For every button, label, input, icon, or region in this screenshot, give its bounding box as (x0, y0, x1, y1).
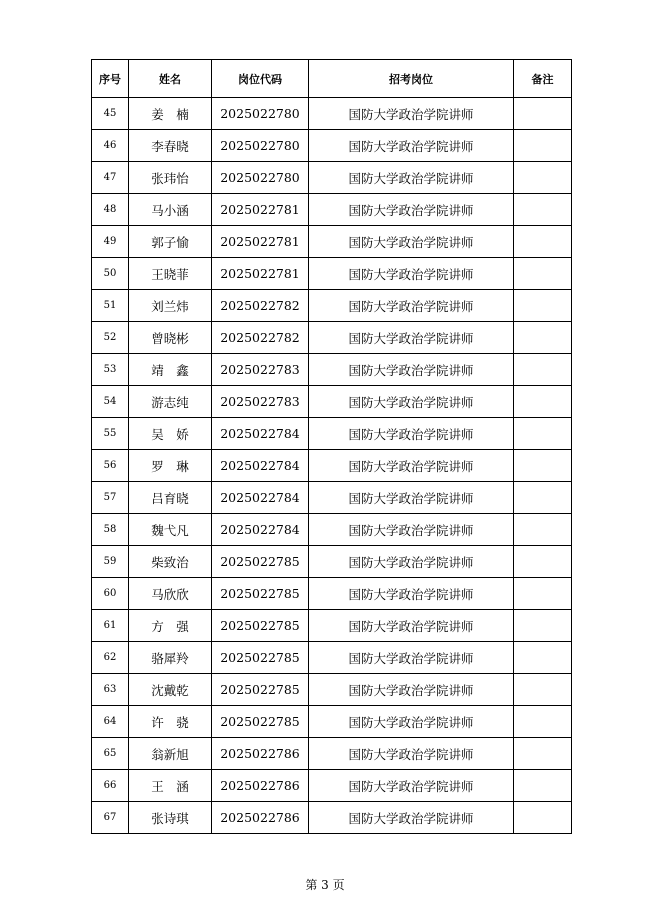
cell-post: 国防大学政治学院讲师 (309, 738, 514, 770)
cell-name: 方 强 (129, 610, 212, 642)
page-number: 第 3 页 (305, 878, 345, 892)
table-row (92, 386, 572, 418)
cell-seq: 64 (92, 706, 129, 738)
table-row (92, 258, 572, 290)
cell-post: 国防大学政治学院讲师 (309, 354, 514, 386)
cell-seq: 59 (92, 546, 129, 578)
table-header-row (92, 60, 572, 98)
cell-post: 国防大学政治学院讲师 (309, 578, 514, 610)
cell-post: 国防大学政治学院讲师 (309, 322, 514, 354)
cell-name: 许 骁 (129, 706, 212, 738)
cell-note (514, 802, 572, 834)
cell-note (514, 482, 572, 514)
cell-post: 国防大学政治学院讲师 (309, 98, 514, 130)
cell-seq: 60 (92, 578, 129, 610)
cell-note (514, 674, 572, 706)
cell-name: 魏弋凡 (129, 514, 212, 546)
cell-note (514, 546, 572, 578)
cell-note (514, 770, 572, 802)
cell-note (514, 354, 572, 386)
table-row (92, 642, 572, 674)
cell-post: 国防大学政治学院讲师 (309, 546, 514, 578)
cell-code: 2025022785 (212, 674, 309, 706)
cell-post: 国防大学政治学院讲师 (309, 610, 514, 642)
cell-code: 2025022780 (212, 130, 309, 162)
cell-post: 国防大学政治学院讲师 (309, 194, 514, 226)
cell-name: 翁新旭 (129, 738, 212, 770)
cell-seq: 47 (92, 162, 129, 194)
cell-code: 2025022782 (212, 290, 309, 322)
cell-note (514, 194, 572, 226)
cell-post: 国防大学政治学院讲师 (309, 130, 514, 162)
header-note: 备注 (514, 60, 572, 98)
cell-note (514, 610, 572, 642)
roster-table (91, 59, 572, 834)
cell-post: 国防大学政治学院讲师 (309, 418, 514, 450)
table-row (92, 130, 572, 162)
cell-note (514, 98, 572, 130)
cell-code: 2025022785 (212, 642, 309, 674)
table-row (92, 578, 572, 610)
cell-seq: 66 (92, 770, 129, 802)
cell-post: 国防大学政治学院讲师 (309, 642, 514, 674)
cell-name: 骆犀羚 (129, 642, 212, 674)
cell-code: 2025022786 (212, 738, 309, 770)
cell-name: 马小涵 (129, 194, 212, 226)
cell-seq: 58 (92, 514, 129, 546)
cell-note (514, 162, 572, 194)
header-code: 岗位代码 (212, 60, 309, 98)
header-seq: 序号 (92, 60, 129, 98)
cell-code: 2025022783 (212, 386, 309, 418)
cell-note (514, 386, 572, 418)
table-row (92, 674, 572, 706)
table-row (92, 482, 572, 514)
cell-post: 国防大学政治学院讲师 (309, 226, 514, 258)
cell-code: 2025022780 (212, 162, 309, 194)
table-row (92, 546, 572, 578)
table-row (92, 290, 572, 322)
cell-note (514, 258, 572, 290)
table-row (92, 450, 572, 482)
cell-name: 曾晓彬 (129, 322, 212, 354)
cell-note (514, 706, 572, 738)
cell-code: 2025022785 (212, 546, 309, 578)
cell-seq: 62 (92, 642, 129, 674)
table-row (92, 514, 572, 546)
table-row (92, 418, 572, 450)
cell-seq: 50 (92, 258, 129, 290)
cell-post: 国防大学政治学院讲师 (309, 706, 514, 738)
cell-note (514, 418, 572, 450)
table-body (92, 98, 572, 834)
cell-code: 2025022784 (212, 450, 309, 482)
cell-name: 吴 娇 (129, 418, 212, 450)
cell-code: 2025022784 (212, 418, 309, 450)
cell-note (514, 322, 572, 354)
cell-post: 国防大学政治学院讲师 (309, 770, 514, 802)
cell-name: 游志纯 (129, 386, 212, 418)
table-row (92, 610, 572, 642)
cell-code: 2025022785 (212, 578, 309, 610)
table-row (92, 738, 572, 770)
cell-post: 国防大学政治学院讲师 (309, 290, 514, 322)
cell-code: 2025022781 (212, 258, 309, 290)
table-row (92, 322, 572, 354)
cell-note (514, 738, 572, 770)
cell-seq: 61 (92, 610, 129, 642)
cell-name: 罗 琳 (129, 450, 212, 482)
cell-note (514, 290, 572, 322)
cell-code: 2025022785 (212, 706, 309, 738)
cell-seq: 51 (92, 290, 129, 322)
cell-post: 国防大学政治学院讲师 (309, 386, 514, 418)
cell-code: 2025022784 (212, 482, 309, 514)
cell-post: 国防大学政治学院讲师 (309, 258, 514, 290)
cell-seq: 57 (92, 482, 129, 514)
cell-code: 2025022784 (212, 514, 309, 546)
cell-post: 国防大学政治学院讲师 (309, 514, 514, 546)
cell-code: 2025022783 (212, 354, 309, 386)
cell-seq: 46 (92, 130, 129, 162)
cell-seq: 48 (92, 194, 129, 226)
cell-name: 张诗琪 (129, 802, 212, 834)
cell-name: 张玮怡 (129, 162, 212, 194)
table-row (92, 770, 572, 802)
cell-seq: 56 (92, 450, 129, 482)
cell-code: 2025022781 (212, 226, 309, 258)
cell-note (514, 642, 572, 674)
cell-code: 2025022781 (212, 194, 309, 226)
cell-name: 靖 鑫 (129, 354, 212, 386)
cell-seq: 45 (92, 98, 129, 130)
cell-seq: 52 (92, 322, 129, 354)
cell-name: 刘兰炜 (129, 290, 212, 322)
cell-post: 国防大学政治学院讲师 (309, 162, 514, 194)
header-name: 姓名 (129, 60, 212, 98)
cell-seq: 53 (92, 354, 129, 386)
cell-name: 马欣欣 (129, 578, 212, 610)
cell-seq: 54 (92, 386, 129, 418)
cell-note (514, 226, 572, 258)
cell-seq: 67 (92, 802, 129, 834)
cell-post: 国防大学政治学院讲师 (309, 802, 514, 834)
cell-name: 王晓菲 (129, 258, 212, 290)
cell-code: 2025022786 (212, 770, 309, 802)
cell-name: 郭子愉 (129, 226, 212, 258)
cell-post: 国防大学政治学院讲师 (309, 674, 514, 706)
header-post: 招考岗位 (309, 60, 514, 98)
cell-note (514, 578, 572, 610)
table-row (92, 706, 572, 738)
cell-name: 柴致治 (129, 546, 212, 578)
cell-seq: 65 (92, 738, 129, 770)
cell-name: 李春晓 (129, 130, 212, 162)
cell-post: 国防大学政治学院讲师 (309, 482, 514, 514)
cell-name: 吕育晓 (129, 482, 212, 514)
table-row (92, 98, 572, 130)
table-row (92, 226, 572, 258)
cell-note (514, 450, 572, 482)
cell-name: 姜 楠 (129, 98, 212, 130)
cell-name: 王 涵 (129, 770, 212, 802)
cell-code: 2025022780 (212, 98, 309, 130)
table-row (92, 194, 572, 226)
cell-code: 2025022782 (212, 322, 309, 354)
cell-seq: 49 (92, 226, 129, 258)
cell-note (514, 130, 572, 162)
table-row (92, 354, 572, 386)
cell-code: 2025022786 (212, 802, 309, 834)
table-row (92, 162, 572, 194)
table-row (92, 802, 572, 834)
cell-seq: 55 (92, 418, 129, 450)
cell-code: 2025022785 (212, 610, 309, 642)
cell-post: 国防大学政治学院讲师 (309, 450, 514, 482)
cell-name: 沈戴乾 (129, 674, 212, 706)
cell-note (514, 514, 572, 546)
cell-seq: 63 (92, 674, 129, 706)
